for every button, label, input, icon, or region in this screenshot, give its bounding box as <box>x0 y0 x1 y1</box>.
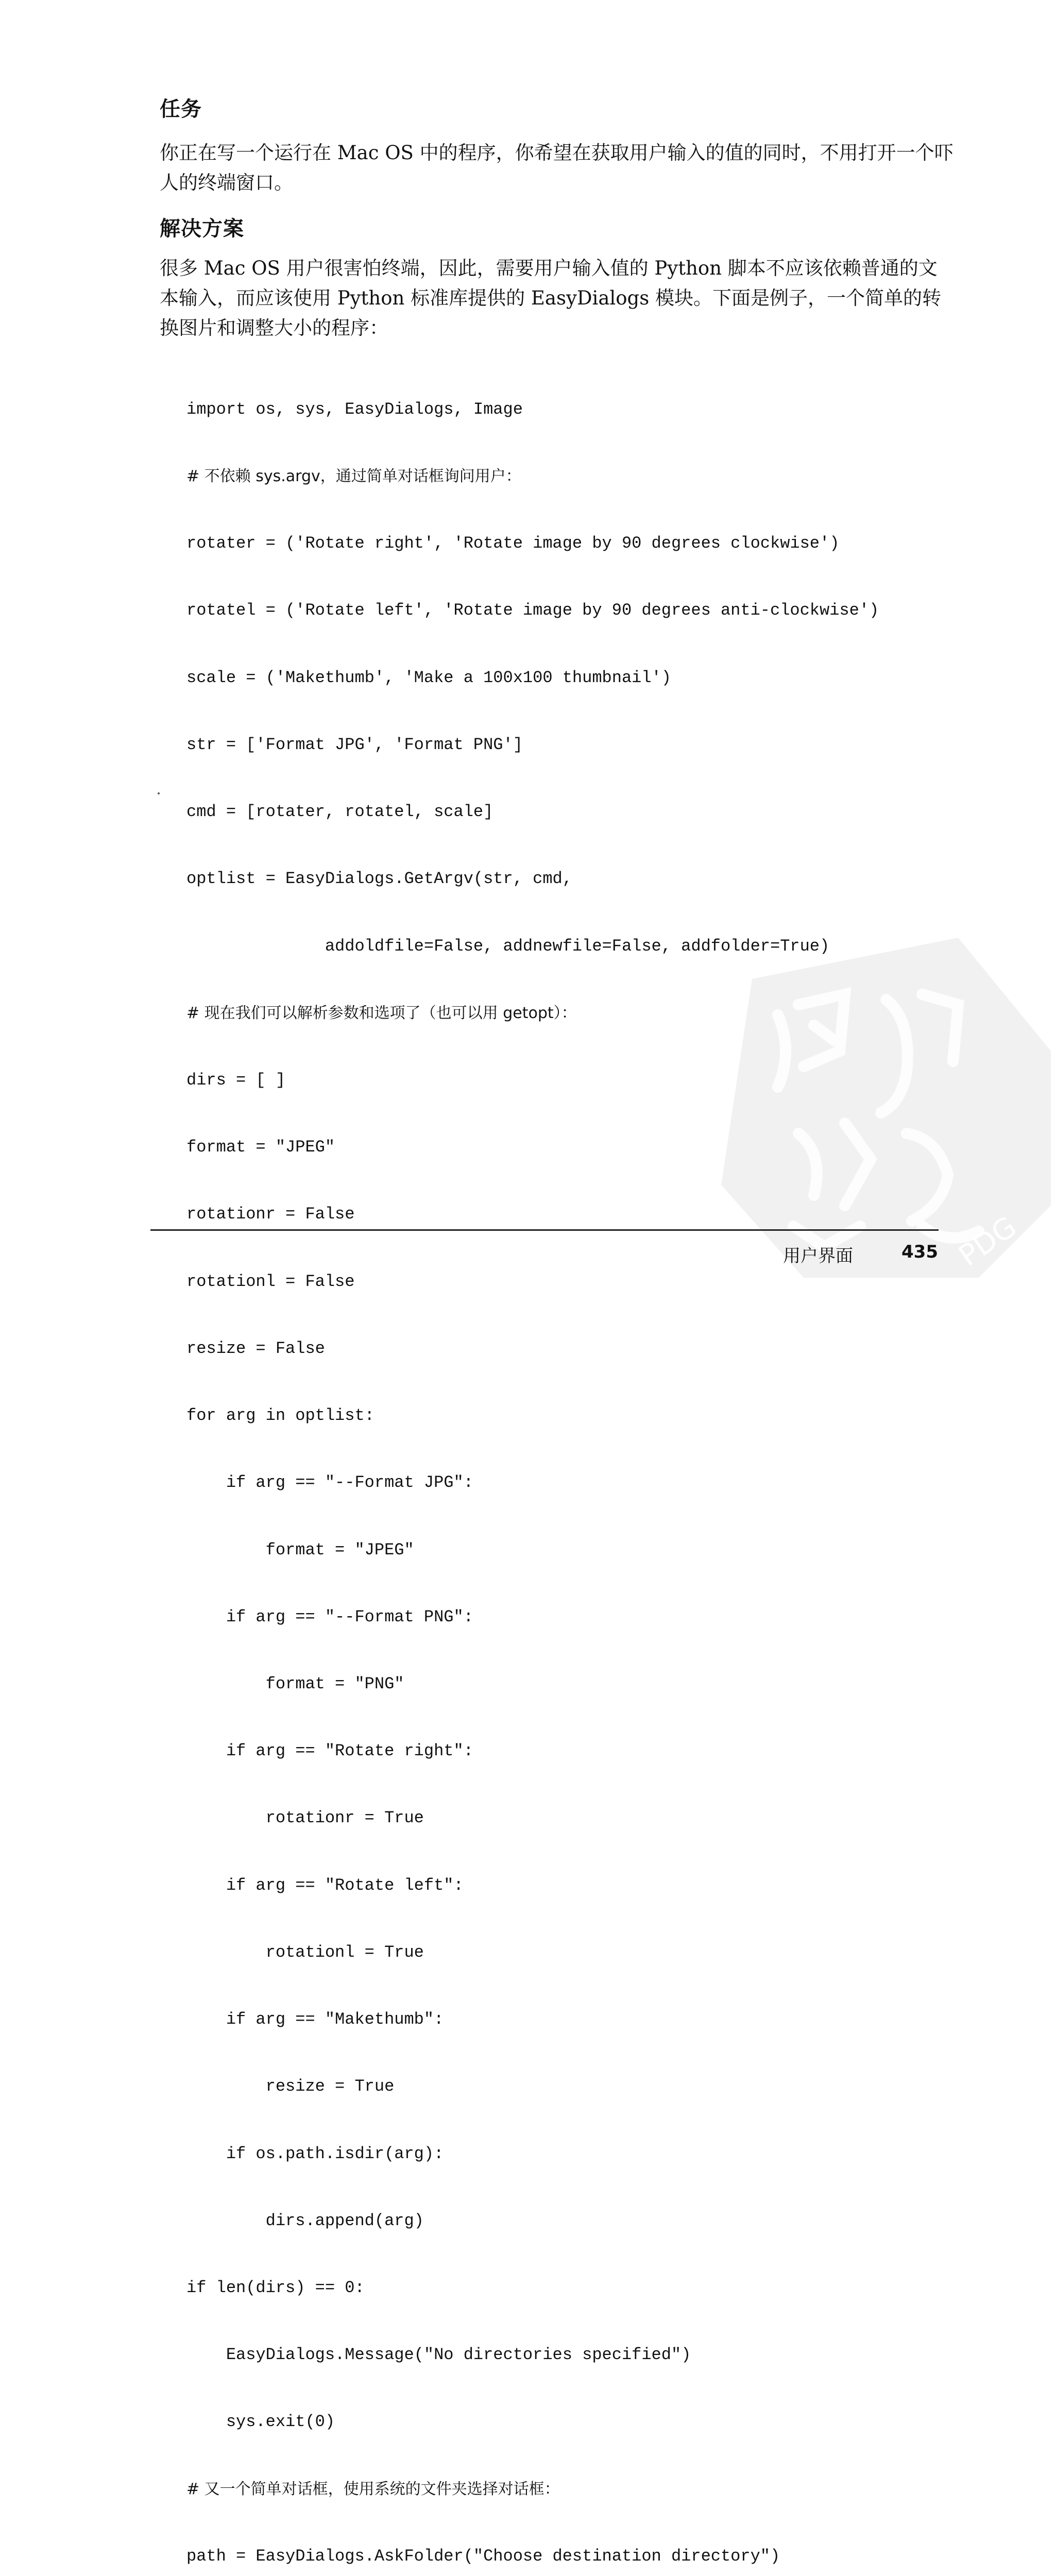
code-line: if len(dirs) == 0: <box>186 2278 365 2297</box>
code-line: EasyDialogs.Message("No directories specified") <box>186 2345 691 2365</box>
code-line: cmd = [rotater, rotatel, scale] <box>186 802 494 822</box>
code-comment-line: # 现在我们可以解析参数和选项了（也可以用 getopt）： <box>186 1004 577 1022</box>
code-line: format = "PNG" <box>186 1674 404 1693</box>
scan-speck <box>158 792 160 794</box>
code-line: rotationl = False <box>186 1272 355 1291</box>
code-line: optlist = EasyDialogs.GetArgv(str, cmd, <box>186 869 572 889</box>
code-line: rotationr = False <box>186 1205 355 1224</box>
code-line: dirs = [ ] <box>186 1071 286 1090</box>
footer-section-title: 用户界面 <box>783 1246 853 1266</box>
code-line: format = "JPEG" <box>186 1540 414 1560</box>
code-line: if os.path.isdir(arg): <box>186 2144 444 2163</box>
page-number: 435 <box>901 1242 938 1262</box>
code-line: rotationl = True <box>186 1942 424 1962</box>
solution-paragraph: 很多 Mac OS 用户很害怕终端，因此，需要用户输入值的 Python 脚本不应该依赖普通的文本输入，而应该使用 Python 标准库提供的 EasyDialogs 模块。下面是例子，一个简单的转换图片和调整大小的程序： <box>160 257 941 339</box>
task-heading: 任务 <box>160 97 202 121</box>
code-comment-line: # 又一个简单对话框，使用系统的文件夹选择对话框： <box>186 2480 560 2498</box>
code-line: str = ['Format JPG', 'Format PNG'] <box>186 735 523 754</box>
code-line: if arg == "Rotate left": <box>186 1875 464 1895</box>
code-line: rotatel = ('Rotate left', 'Rotate image by 90 degrees anti-clockwise') <box>186 601 879 620</box>
solution-heading: 解决方案 <box>160 217 244 241</box>
code-line: rotationr = True <box>186 1808 424 1828</box>
code-line: addoldfile=False, addnewfile=False, addfolder=True) <box>186 936 830 956</box>
code-listing <box>186 353 969 2576</box>
code-line: sys.exit(0) <box>186 2412 335 2432</box>
library-seal-watermark <box>690 917 1055 1278</box>
code-line: if arg == "--Format PNG": <box>186 1607 473 1626</box>
task-paragraph: 你正在写一个运行在 Mac OS 中的程序，你希望在获取用户输入的值的同时，不用打开一个吓人的终端窗口。 <box>160 142 954 194</box>
code-line: resize = False <box>186 1338 325 1358</box>
code-line: dirs.append(arg) <box>186 2211 424 2230</box>
code-line: if arg == "--Format JPG": <box>186 1473 473 1493</box>
code-line: rotater = ('Rotate right', 'Rotate image by 90 degrees clockwise') <box>186 534 840 553</box>
code-line: path = EasyDialogs.AskFolder("Choose destination directory") <box>186 2546 780 2566</box>
footer-divider <box>150 1229 939 1231</box>
code-line: if arg == "Makethumb": <box>186 2010 444 2029</box>
code-line: scale = ('Makethumb', 'Make a 100x100 thumbnail') <box>186 668 671 687</box>
code-line: for arg in optlist: <box>186 1406 375 1426</box>
code-comment-line: # 不依赖 sys.argv，通过简单对话框询问用户： <box>186 467 521 486</box>
code-line: if arg == "Rotate right": <box>186 1741 473 1761</box>
watermark-label: PDG <box>952 1210 1023 1273</box>
code-line: resize = True <box>186 2077 395 2096</box>
code-line: format = "JPEG" <box>186 1138 335 1157</box>
code-line: import os, sys, EasyDialogs, Image <box>186 399 523 419</box>
